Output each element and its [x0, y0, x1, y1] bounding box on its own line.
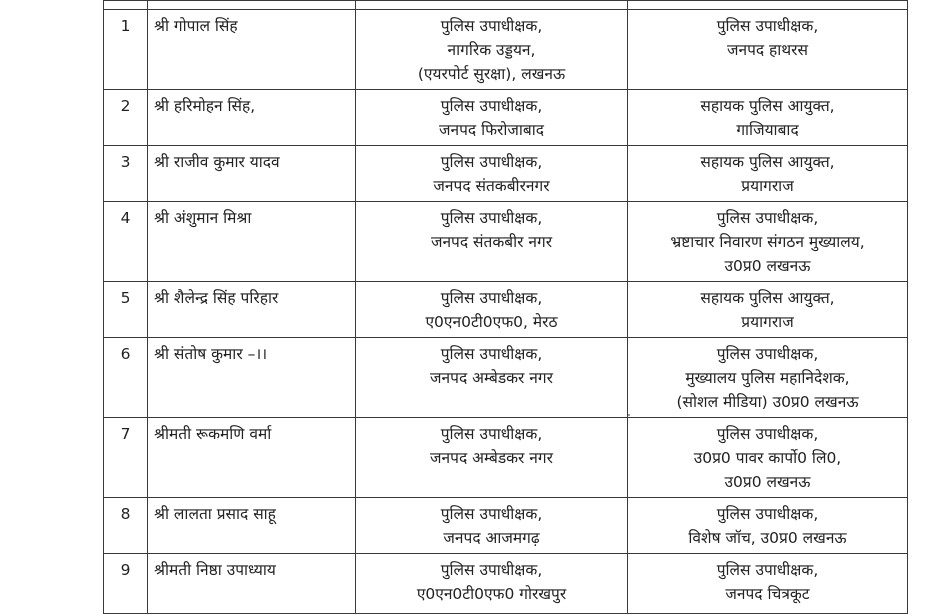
new-posting-line: प्रयागराज: [741, 313, 794, 331]
transfer-table: [103, 0, 908, 614]
current-posting-line: जनपद अम्बेडकर नगर: [430, 369, 553, 387]
current-posting-line: पुलिस उपाधीक्षक,: [440, 17, 543, 35]
current-posting-line: पुलिस उपाधीक्षक,: [440, 505, 543, 523]
new-posting-line: (सोशल मीडिया) उ0प्र0 लखनऊ: [676, 393, 859, 411]
current-posting-line: जनपद अम्बेडकर नगर: [430, 449, 553, 467]
current-posting-cell: [356, 90, 628, 146]
serial-number-cell: 4: [104, 202, 148, 282]
current-posting-cell: [356, 498, 628, 554]
current-posting-line: ए0एन0टी0एफ0, मेरठ: [425, 313, 558, 331]
table-row: [104, 338, 908, 418]
new-posting-line: जनपद चित्रकूट: [725, 585, 810, 603]
officer-name-cell: श्रीमती रूकमणि वर्मा: [148, 418, 356, 498]
officer-name-cell: श्री राजीव कुमार यादव: [148, 146, 356, 202]
current-posting-cell: [356, 282, 628, 338]
current-posting-cell: [356, 338, 628, 418]
new-posting-cell: [628, 418, 908, 498]
officer-name-cell: श्री अंशुमान मिश्रा: [148, 202, 356, 282]
new-posting-line: पुलिस उपाधीक्षक,: [716, 505, 819, 523]
scan-speck: [628, 414, 630, 416]
new-posting-cell: [628, 146, 908, 202]
new-posting-line: जनपद हाथरस: [726, 41, 809, 59]
new-posting-cell: [628, 554, 908, 614]
officer-name-cell: श्री गोपाल सिंह: [148, 10, 356, 90]
new-posting-line: मुख्यालय पुलिस महानिदेशक,: [685, 369, 850, 387]
new-posting-line: उ0प्र0 पावर कार्पो0 लि0,: [693, 449, 842, 467]
current-posting-line: पुलिस उपाधीक्षक,: [440, 561, 543, 579]
serial-number-cell: 3: [104, 146, 148, 202]
serial-number-cell: 8: [104, 498, 148, 554]
current-posting-cell: [356, 202, 628, 282]
new-posting-line: सहायक पुलिस आयुक्त,: [700, 97, 835, 115]
current-posting-cell: [356, 554, 628, 614]
current-posting-cell: [356, 418, 628, 498]
officer-name-cell: श्री शैलेन्द्र सिंह परिहार: [148, 282, 356, 338]
current-posting-line: जनपद संतकबीर नगर: [430, 233, 553, 251]
serial-number-cell: 6: [104, 338, 148, 418]
current-posting-line: नागरिक उड्डयन,: [447, 41, 536, 59]
new-posting-cell: [628, 202, 908, 282]
table-header-remnant: [104, 1, 908, 10]
current-posting-line: जनपद संतकबीरनगर: [433, 177, 550, 195]
current-posting-line: ए0एन0टी0एफ0 गोरखपुर: [416, 585, 567, 603]
serial-number-cell: 1: [104, 10, 148, 90]
new-posting-line: पुलिस उपाधीक्षक,: [716, 17, 819, 35]
new-posting-line: प्रयागराज: [741, 177, 794, 195]
current-posting-line: पुलिस उपाधीक्षक,: [440, 345, 543, 363]
new-posting-cell: [628, 498, 908, 554]
new-posting-line: पुलिस उपाधीक्षक,: [716, 345, 819, 363]
new-posting-cell: [628, 282, 908, 338]
serial-number-cell: 9: [104, 554, 148, 614]
new-posting-line: उ0प्र0 लखनऊ: [724, 473, 811, 491]
current-posting-line: जनपद फिरोजाबाद: [439, 121, 544, 139]
transfer-table-body: [104, 1, 908, 614]
table-row: [104, 418, 908, 498]
new-posting-line: भ्रष्टाचार निवारण संगठन मुख्यालय,: [670, 233, 865, 251]
current-posting-line: पुलिस उपाधीक्षक,: [440, 425, 543, 443]
table-row: [104, 146, 908, 202]
table-row: [104, 202, 908, 282]
new-posting-cell: [628, 10, 908, 90]
new-posting-line: पुलिस उपाधीक्षक,: [716, 561, 819, 579]
current-posting-line: जनपद आजमगढ़: [443, 529, 540, 547]
table-row: [104, 90, 908, 146]
new-posting-cell: [628, 338, 908, 418]
current-posting-line: पुलिस उपाधीक्षक,: [440, 209, 543, 227]
current-posting-cell: [356, 146, 628, 202]
officer-name-cell: श्रीमती निष्ठा उपाध्याय: [148, 554, 356, 614]
current-posting-line: पुलिस उपाधीक्षक,: [440, 153, 543, 171]
serial-number-cell: 2: [104, 90, 148, 146]
table-row: [104, 554, 908, 614]
new-posting-line: पुलिस उपाधीक्षक,: [716, 209, 819, 227]
new-posting-line: सहायक पुलिस आयुक्त,: [700, 153, 835, 171]
new-posting-cell: [628, 90, 908, 146]
current-posting-line: पुलिस उपाधीक्षक,: [440, 289, 543, 307]
serial-number-cell: 5: [104, 282, 148, 338]
table-row: [104, 498, 908, 554]
officer-name-cell: श्री हरिमोहन सिंह,: [148, 90, 356, 146]
current-posting-line: पुलिस उपाधीक्षक,: [440, 97, 543, 115]
current-posting-line: (एयरपोर्ट सुरक्षा), लखनऊ: [417, 65, 566, 83]
officer-name-cell: श्री लालता प्रसाद साहू: [148, 498, 356, 554]
new-posting-line: गाजियाबाद: [736, 121, 799, 139]
new-posting-line: पुलिस उपाधीक्षक,: [716, 425, 819, 443]
officer-name-cell: श्री संतोष कुमार –।।: [148, 338, 356, 418]
new-posting-line: सहायक पुलिस आयुक्त,: [700, 289, 835, 307]
new-posting-line: विशेष जॉच, उ0प्र0 लखनऊ: [688, 529, 847, 547]
table-row: [104, 282, 908, 338]
serial-number-cell: 7: [104, 418, 148, 498]
table-row: [104, 10, 908, 90]
new-posting-line: उ0प्र0 लखनऊ: [724, 257, 811, 275]
current-posting-cell: [356, 10, 628, 90]
